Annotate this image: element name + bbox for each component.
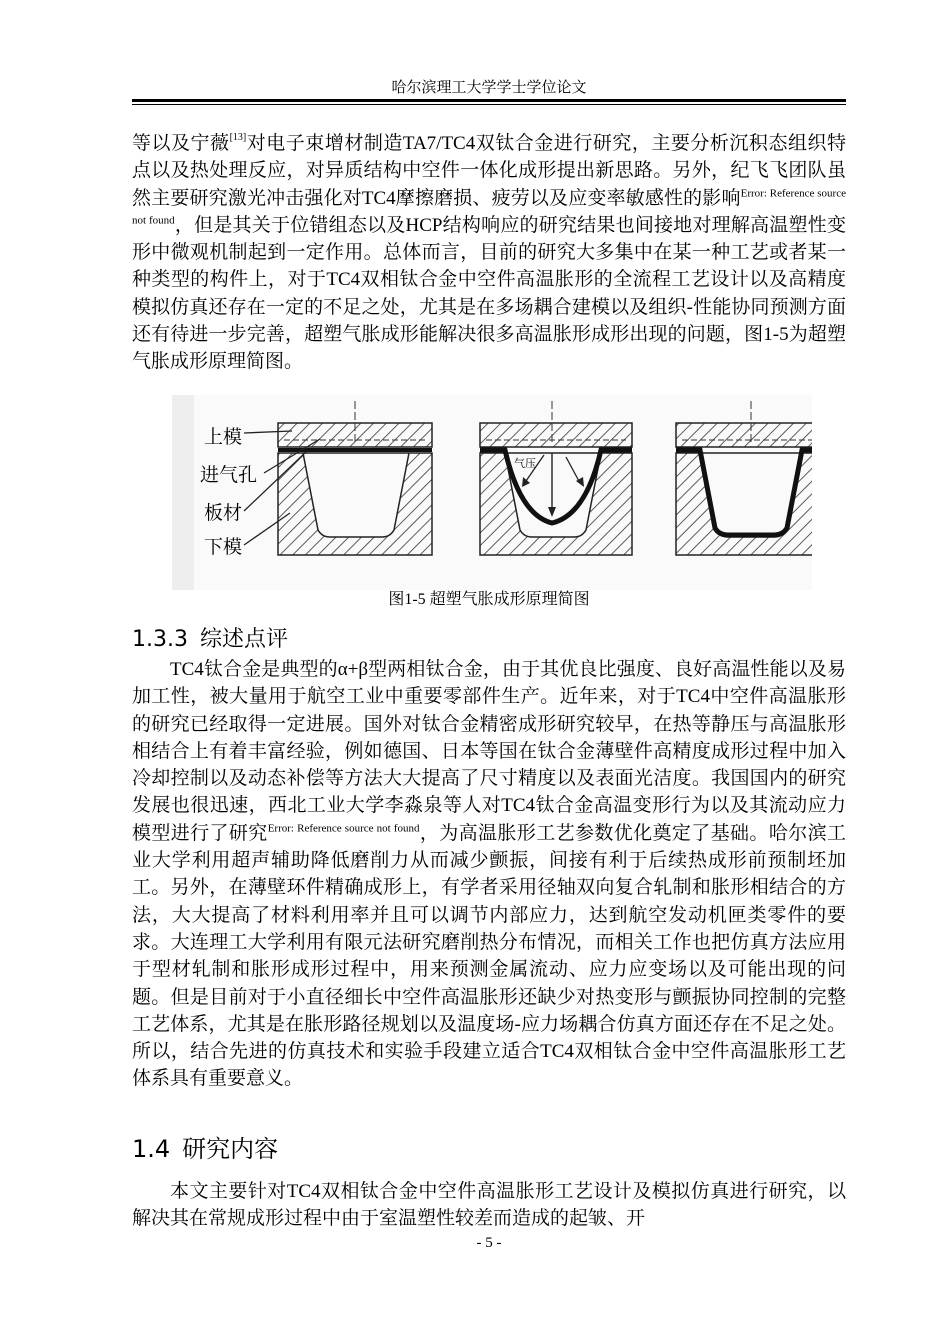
label-gas-inlet: 进气孔 bbox=[200, 464, 258, 486]
paragraph-text: ，为高温胀形工艺参数优化奠定了基础。哈尔滨工业大学利用超声辅助降低磨削力从而减少颤振，间接有利于后续热成形前预制坯加工。另外，在薄壁环件精确成形上，有学者采用径轴双向复合轧制和胀形相结合的方法，大大提高了材料利用率并且可以调节内部应力，达到航空发动机匣类零件的要求。大连理工大学利用有限元法研究磨削热分布情况，而相关工作也把仿真方法应用于型材轧制和胀形成形过程中，用来预测金属流动、应力应变场以及可能出现的问题。但是目前对于小直径细长中空件高温胀形还缺少对热变形与颤振协同控制的完整工艺体系，尤其是在胀形路径规划以及温度场-应力场耦合仿真方面还存在不足之处。所以，结合先进的仿真技术和实验手段建立适合TC4双相钛合金中空件高温胀形工艺体系具有重要意义。 bbox=[132, 822, 846, 1090]
figure-caption: 图1-5 超塑气胀成形原理简图 bbox=[388, 591, 590, 608]
header-rule-thin bbox=[132, 104, 846, 105]
section-number: 1.4 bbox=[132, 1135, 171, 1163]
section-heading-1-3-3 bbox=[132, 626, 288, 654]
paragraph-text: TC4钛合金是典型的α+β型两相钛合金，由于其优良比强度、良好高温性能以及易加工性，被大量用于航空工业中重要零部件生产。近年来，对于TC4中空件高温胀形的研究已经取得一定进展。国外对钛合金精密成形研究较早，在热等静压与高温胀形相结合上有着丰富经验，例如德国、日本等国在钛合金薄壁件高精度成形过程中加入冷却控制以及动态补偿等方法大大提高了尺寸精度以及表面光洁度。我国国内的研究发展也很迅速，西北工业大学李淼泉等人对TC4钛合金高温变形行为以及其流动应力模型进行了研究 bbox=[132, 659, 846, 844]
header-rule-thick bbox=[132, 99, 846, 102]
section-number: 1.3.3 bbox=[132, 627, 188, 652]
label-upper-die: 上模 bbox=[204, 426, 243, 448]
section-heading-1-4 bbox=[132, 1134, 278, 1164]
section-title: 研究内容 bbox=[182, 1135, 279, 1163]
label-pressure: 气压 bbox=[514, 457, 536, 470]
body-paragraph-2 bbox=[132, 656, 846, 1093]
running-header: 哈尔滨理工大学学士学位论文 bbox=[391, 80, 587, 96]
reference-error: Error: Reference source not found bbox=[132, 187, 846, 227]
section-title: 综述点评 bbox=[199, 627, 288, 652]
paragraph-text: 对电子束增材制造TA7/TC4双钛合金进行研究，主要分析沉积态组织特点以及热处理反应，对异质结构中空件一体化成形提出新思路。另外，纪飞飞团队虽然主要研究激光冲击强化对TC4摩擦磨损、疲劳以及应变率敏感性的影响 bbox=[132, 133, 846, 209]
citation-13: [13] bbox=[229, 131, 247, 143]
label-lower-die: 下模 bbox=[204, 536, 243, 558]
superplastic-forming-diagram bbox=[172, 395, 812, 590]
page-number: - 5 - bbox=[476, 1235, 502, 1251]
body-paragraph-1 bbox=[132, 130, 846, 376]
body-paragraph-3: 本文主要针对TC4双相钛合金中空件高温胀形工艺设计及模拟仿真进行研究，以解决其在常规成形过程中由于室温塑性较差而造成的起皱、开 bbox=[132, 1181, 846, 1230]
reference-error: Error: Reference source not found bbox=[267, 822, 420, 835]
label-sheet: 板材 bbox=[204, 502, 243, 524]
paragraph-text: ，但是其关于位错组态以及HCP结构响应的研究结果也间接地对理解高温塑性变形中微观机制起到一定作用。总体而言，目前的研究大多集中在某一种工艺或者某一种类型的构件上，对于TC4双相钛合金中空件高温胀形的全流程工艺设计以及高精度模拟仿真还存在一定的不足之处，尤其是在多场耦合建模以及组织-性能协同预测方面还有待进一步完善，超塑气胀成形能解决很多高温胀形成形出现的问题，图1-5为超塑气胀成形原理简图。 bbox=[132, 214, 846, 373]
paragraph-text: 等以及宁薇 bbox=[132, 133, 230, 154]
